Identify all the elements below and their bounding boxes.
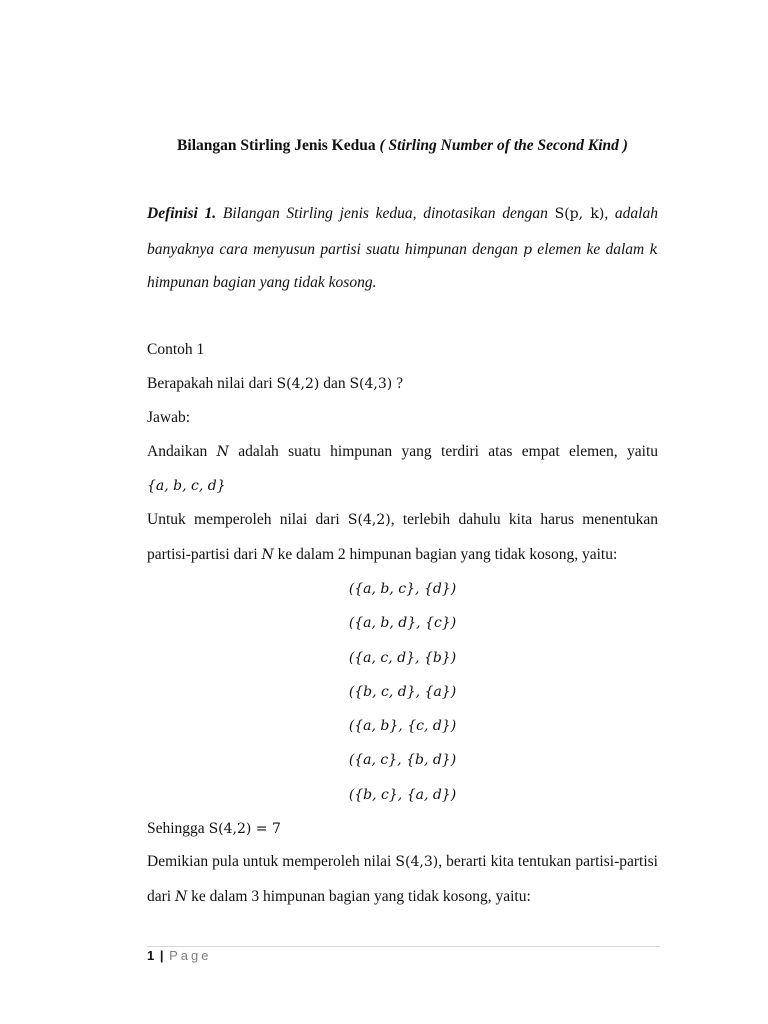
definition-line-3: himpunan bagian yang tidak kosong. [147, 274, 377, 291]
result-text: Sehingga [147, 820, 209, 837]
definition-line-1 [147, 204, 658, 224]
partition-item: ({a, b, d}, {c}) [348, 615, 457, 631]
definition-label: Definisi 1. [147, 205, 217, 222]
definition-text: , adalah [604, 205, 658, 222]
math-s-4-2: S(4,2) [276, 376, 320, 392]
math-s-4-2-equals-7: S(4,2) = 7 [208, 821, 281, 837]
example-heading: Contoh 1 [147, 341, 205, 358]
paragraph-text: Andaikan [147, 443, 217, 460]
definition-line-2 [147, 240, 658, 260]
math-s-p-k: S(p, k) [554, 206, 605, 222]
math-s-4-2: S(4,2) [347, 512, 391, 528]
page-footer [147, 947, 212, 965]
definition-text: Bilangan Stirling jenis kedua, dinotasikan dengan [216, 205, 555, 222]
definition-text: elemen ke dalam [532, 241, 650, 258]
footer-separator: | [159, 948, 164, 963]
question-text: Berapakah nilai dari [147, 375, 277, 392]
paragraph-text: ke dalam 3 himpunan bagian yang tidak kosong, yaitu: [187, 888, 531, 905]
partition-item: ({a, b}, {c, d}) [348, 718, 457, 734]
question-text: ? [392, 375, 404, 392]
question-text: dan [319, 375, 350, 392]
document-title [147, 136, 658, 156]
math-s-4-3: S(4,3) [395, 854, 439, 870]
math-set-abcd: {a, b, c, d} [147, 478, 226, 494]
paragraph-1-line-2 [147, 476, 658, 496]
partition-item: ({b, c, d}, {a}) [348, 684, 457, 700]
partition-item: ({a, c, d}, {b}) [348, 650, 457, 666]
page-number: 1 [147, 948, 155, 963]
paragraph-text: Demikian pula untuk memperoleh nilai [147, 853, 396, 870]
result-line [147, 819, 658, 839]
title-main: Bilangan Stirling Jenis Kedua [177, 137, 380, 154]
answer-label: Jawab: [147, 409, 191, 426]
partition-item: ({b, c}, {a, d}) [348, 787, 457, 803]
paragraph-text: adalah suatu himpunan yang terdiri atas empat elemen, yaitu [228, 443, 658, 460]
paragraph-2-line-1 [147, 510, 658, 530]
paragraph-4-line-1 [147, 852, 658, 872]
partition-item: ({a, b, c}, {d}) [348, 581, 457, 597]
partition-item: ({a, c}, {b, d}) [348, 752, 457, 768]
paragraph-text: , berarti kita tentukan partisi-partisi [438, 853, 658, 870]
paragraph-text: Untuk memperoleh nilai dari [147, 511, 348, 528]
paragraph-4-line-2 [147, 887, 658, 907]
paragraph-text: dari [147, 888, 175, 905]
math-k: k [649, 242, 658, 258]
paragraph-2-line-2 [147, 545, 658, 565]
title-english: ( Stirling Number of the Second Kind ) [379, 137, 628, 154]
footer-divider [147, 946, 660, 947]
math-n: N [261, 547, 274, 563]
page-label: Page [169, 948, 212, 963]
math-n: N [216, 444, 229, 460]
math-n: N [174, 889, 188, 905]
paragraph-text: , terlebih dahulu kita harus menentukan [390, 511, 658, 528]
paragraph-text: partisi-partisi dari [147, 546, 262, 563]
definition-text: banyaknya cara menyusun partisi suatu himpunan dengan [147, 241, 524, 258]
paragraph-1-line-1 [147, 442, 658, 462]
math-s-4-3: S(4,3) [349, 376, 393, 392]
example-question [147, 374, 658, 394]
paragraph-text: ke dalam 2 himpunan bagian yang tidak kosong, yaitu: [273, 546, 618, 563]
math-p: p [523, 242, 533, 258]
